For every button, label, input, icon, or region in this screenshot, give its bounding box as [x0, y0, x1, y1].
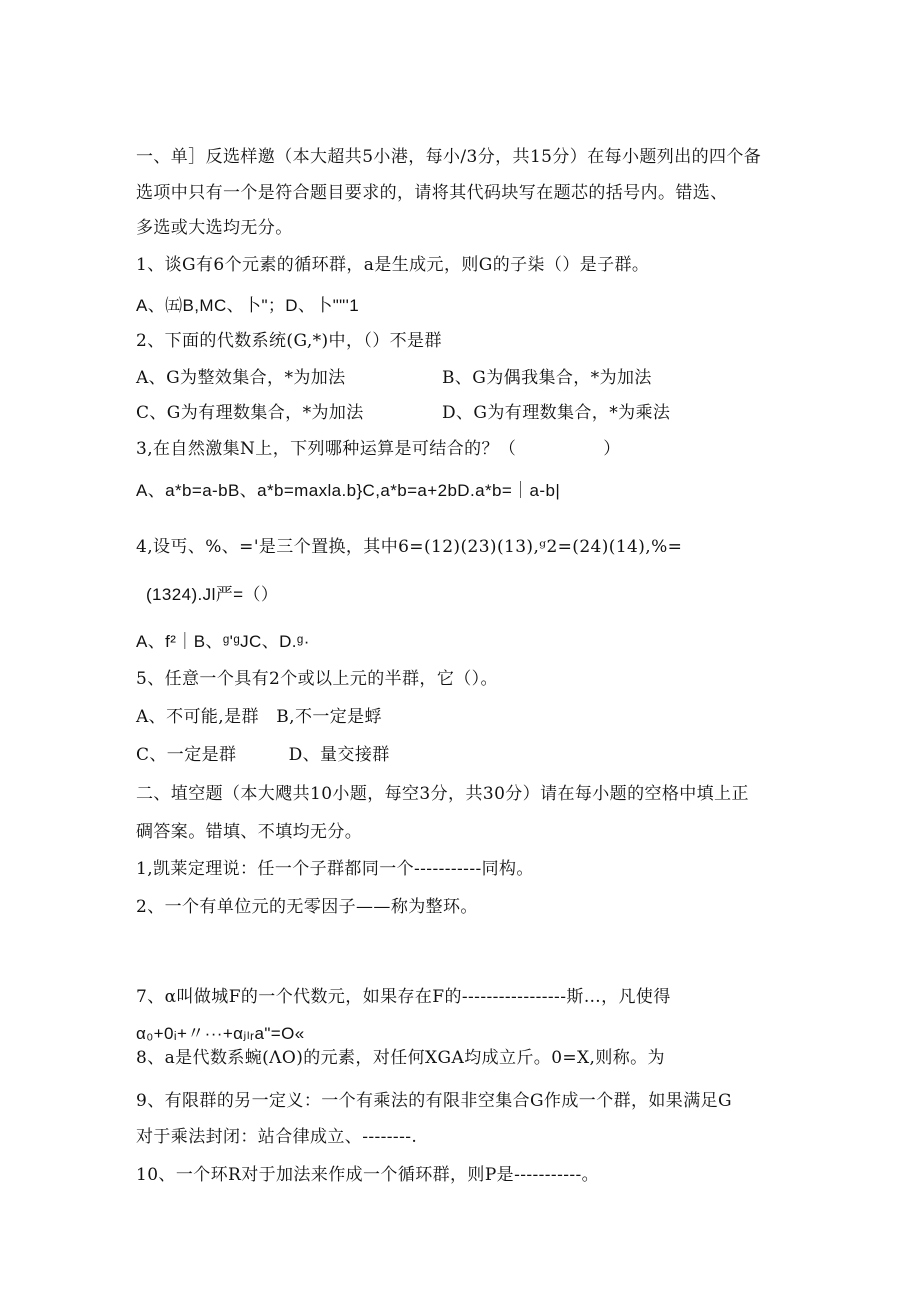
q3-stem: 3,在自然激集N上，下列哪种运算是可结合的？（ ）	[136, 439, 621, 459]
q4-options: A、f²｜B、ᵍ'ᵍJC、D.ᵍ·	[136, 632, 310, 651]
q1-stem: 1、谈G有6个元素的循环群，a是生成元，则G的子柒（）是子群。	[136, 255, 650, 275]
q1-options: A、㈤B,MC、卜"；D、卜""'1	[136, 296, 360, 315]
q5-stem: 5、任意一个具有2个或以上元的半群，它（）。	[136, 669, 498, 689]
q2-option-a: A、G为整效集合，*为加法	[136, 368, 346, 388]
q2-option-d: D、G为有理数集合，*为乘法	[442, 403, 671, 423]
section1-heading-line3: 多选或大选均无分。	[136, 218, 293, 238]
fill-q7-line1: 7、α叫做城F的一个代数元，如果存在F的-----------------斯…，凡使得	[136, 987, 671, 1007]
section1-heading-line1: 一、单］反选样邀（本大超共5小港，每小/3分，共15分）在每小题列出的四个备	[136, 147, 762, 167]
fill-q7-line2: α₀+0ᵢ+〃···+αⱼₗᵣa"=O«	[136, 1024, 305, 1043]
q2-option-c: C、G为有理数集合，*为加法	[136, 403, 364, 423]
fill-q10: 10、一个环R对于加法来作成一个循环群，则P是-----------。	[136, 1165, 600, 1185]
q5-options-ab: A、不可能,是群 B,不一定是蜉	[136, 707, 382, 727]
q2-option-b: B、G为偶我集合，*为加法	[442, 368, 652, 388]
fill-q1: 1,凯莱定理说：任一个子群都同一个-----------同构。	[136, 859, 534, 879]
q5-options-cd: C、一定是群 D、量交接群	[136, 745, 390, 765]
fill-q2: 2、一个有单位元的无零因子——称为整环。	[136, 897, 478, 917]
fill-q9-line1: 9、有限群的另一定义：一个有乘法的有限非空集合G作成一个群，如果满足G	[136, 1091, 732, 1111]
fill-q9-line2: 对于乘法封闭：站合律成立、--------.	[136, 1127, 418, 1147]
section2-heading-line2: 碉答案。错填、不填均无分。	[136, 822, 363, 842]
q2-stem: 2、下面的代数系统(G,*)中，（）不是群	[136, 331, 442, 351]
q4-stem-line1: 4,设丐、%、='是三个置换，其中6=(12)(23)(13),ᵍ2=(24)(14),%=	[136, 537, 683, 557]
q3-options: A、a*b=a-bB、a*b=maxla.b}C,a*b=a+2bD.a*b=｜a-b|	[136, 481, 561, 500]
section1-heading-line2: 选项中只有一个是符合题目要求的，请将其代码块写在题芯的括号内。错选、	[136, 183, 728, 203]
section2-heading-line1: 二、埴空题（本大飕共10小题，每空3分，共30分）请在每小题的空格中填上正	[136, 784, 749, 804]
fill-q8: 8、a是代数系蜿(ΛO)的元素，对任何XGA均成立斤。0=X,则称。为	[136, 1048, 665, 1068]
q4-stem-line2: (1324).Jl严=（）	[146, 585, 279, 604]
